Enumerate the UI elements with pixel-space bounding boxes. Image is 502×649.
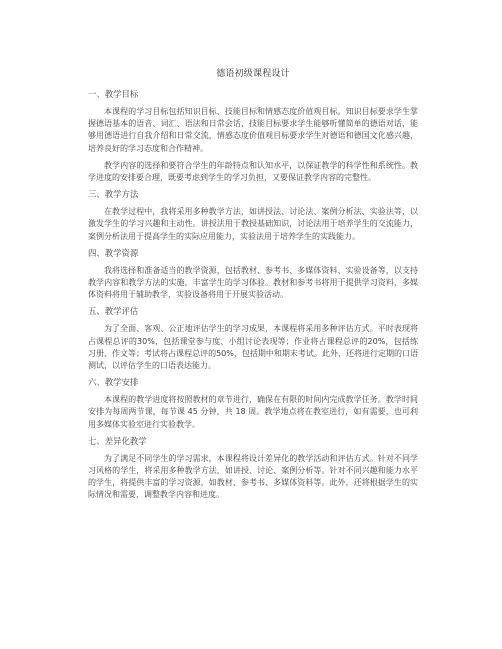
section-teaching-goals xyxy=(88,89,418,184)
section-heading: 四、教学资源 xyxy=(88,247,139,258)
section-heading: 七、差异化教学 xyxy=(88,435,147,446)
section-teaching-assessment xyxy=(88,306,418,372)
paragraph: 为了满足不同学生的学习需求，本课程将设计差异化的教学活动和评估方式。针对不同学习风格的学生，将采用多种教学方法，如讲授、讨论、案例分析等。针对不同兴趣和能力水平的学生，将提供丰富的学习资源，如教材、参考书、多媒体资料等。此外，还将根据学生的实际情况和需要，调整教学内容和进度。 xyxy=(88,453,418,500)
section-teaching-schedule xyxy=(88,377,418,431)
paragraph: 本课程的教学进度将按照教材的章节进行，确保在有限的时间内完成教学任务。教学时间安排为每周两节课，每节课 45 分钟，共 18 周。教学地点将在教室进行，如有需要，也可利用多媒体实验室进行实验教学。 xyxy=(88,395,418,429)
section-teaching-methods xyxy=(88,189,418,243)
document-title: 德语初级课程设计 xyxy=(216,69,290,79)
paragraph: 教学内容的选择和要符合学生的年龄特点和认知水平，以保证教学的科学性和系统性。教学进度的安排要合理，既要考虑到学生的学习负担，又要保证教学内容的完整性。 xyxy=(88,160,418,183)
paragraph: 我将选择和准备适当的教学资源，包括教材、参考书、多媒体资料、实验设备等，以支持教学内容和教学方法的实施，丰富学生的学习体验。教材和参考书将用于提供学习资料，多媒体资料将用于辅助教学，实验设备将用于开展实验活动。 xyxy=(88,265,418,300)
section-heading: 六、教学安排 xyxy=(88,377,139,388)
paragraph: 本课程的学习目标包括知识目标、技能目标和情感态度价值观目标。知识目标要求学生掌握德语基本的语音、词汇、语法和日常会话，技能目标要求学生能够听懂简单的德语对话，能够用德语进行自我介绍和日常交流，情感态度价值观目标要求学生对德语和德国文化感兴趣，培养良好的学习态度和合作精神。 xyxy=(88,107,418,153)
paragraph: 在教学过程中，我将采用多种教学方法，如讲授法、讨论法、案例分析法、实验法等，以激发学生的学习兴趣和主动性。讲授法用于教授基础知识，讨论法用于培养学生的交流能力，案例分析法用于提高学生的实际应用能力，实验法用于培养学生的实践能力。 xyxy=(88,207,418,241)
section-heading: 五、教学评估 xyxy=(88,306,139,317)
section-heading: 一、教学目标 xyxy=(88,89,139,99)
section-differentiated-teaching xyxy=(88,436,418,502)
section-teaching-resources xyxy=(88,248,418,302)
paragraph: 为了全面、客观、公正地评估学生的学习成果，本课程将采用多种评估方式。平时表现将占课程总评的30%，包括课堂参与度、小组讨论表现等；作业将占课程总评的20%，包括练习册、作文等；考试将占课程总评的50%，包括期中和期末考试。此外，还将进行定期的口语测试，以评估学生的口语表达能力。 xyxy=(88,324,418,371)
section-heading: 三、教学方法 xyxy=(88,189,139,200)
